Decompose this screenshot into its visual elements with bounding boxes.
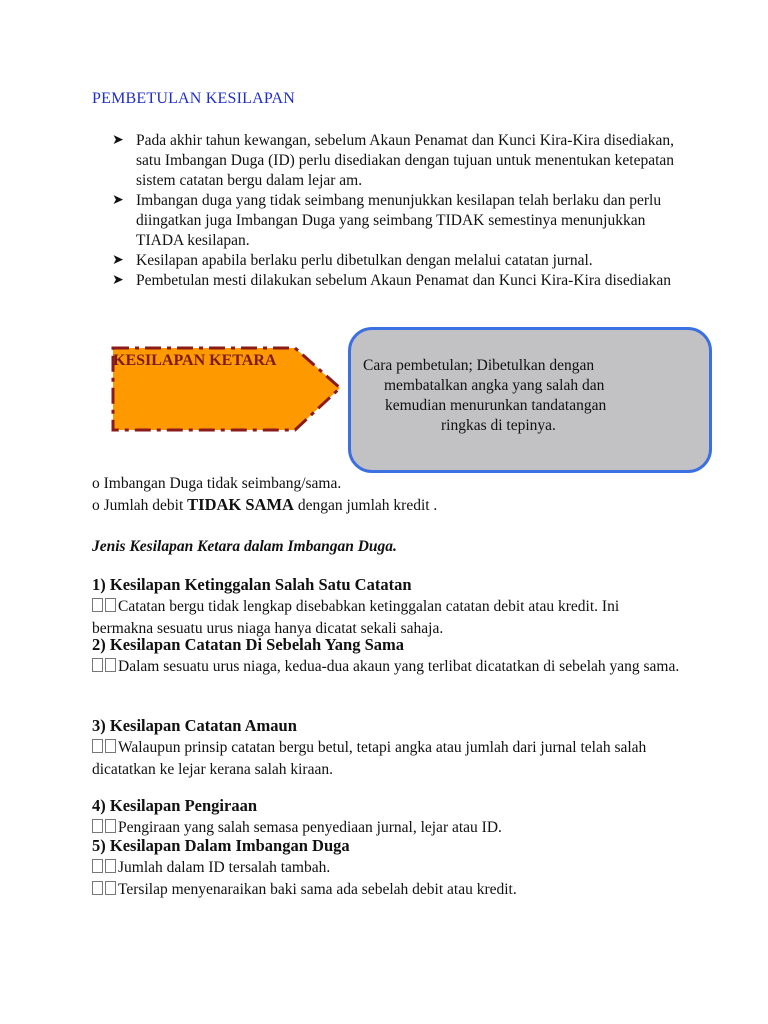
error-item <box>92 795 682 839</box>
bullet-item <box>112 271 692 291</box>
error-description <box>92 879 682 901</box>
bullet-text: Pada akhir tahun kewangan, sebelum Akaun Penamat dan Kunci Kira-Kira disediakan, satu Imbangan Duga (ID) perlu disediakan dengan tujuan untuk menentukan ketepatan sistem catatan bergu dalam lejar am. <box>136 132 675 189</box>
error-item <box>92 574 682 640</box>
error-item <box>92 715 682 781</box>
error-text: Jumlah dalam ID tersalah tambah. <box>118 859 331 876</box>
error-heading: 5) Kesilapan Dalam Imbangan Duga <box>92 836 350 855</box>
summary-prefix: o Jumlah debit <box>92 497 188 514</box>
note-line: ringkas di tepinya. <box>441 417 556 434</box>
error-heading: 3) Kesilapan Catatan Amaun <box>92 716 297 735</box>
page-title: PEMBETULAN KESILAPAN <box>92 90 295 107</box>
checkbox-glyph-icon <box>105 859 116 873</box>
error-item <box>92 835 682 901</box>
error-heading: 1) Kesilapan Ketinggalan Salah Satu Catatan <box>92 575 412 594</box>
note-line: membatalkan angka yang salah dan <box>384 377 605 394</box>
arrow-bullet-icon: ➤ <box>112 253 124 268</box>
bullet-text: Imbangan duga yang tidak seimbang menunjukkan kesilapan telah berlaku dan perlu diingatkan juga Imbangan Duga yang seimbang TIDAK semestinya menunjukkan TIADA kesilapan. <box>136 192 662 249</box>
checkbox-glyph-icon <box>105 598 116 612</box>
summary-line <box>92 495 437 516</box>
arrow-bullet-icon: ➤ <box>112 133 124 148</box>
bullet-text: Pembetulan mesti dilakukan sebelum Akaun Penamat dan Kunci Kira-Kira disediakan <box>136 272 672 289</box>
arrow-label: KESILAPAN KETARA <box>113 352 277 369</box>
note-line: Cara pembetulan; Dibetulkan dengan <box>363 357 595 374</box>
bullet-text: Kesilapan apabila berlaku perlu dibetulkan dengan melalui catatan jurnal. <box>136 252 593 269</box>
error-text: Walaupun prinsip catatan bergu betul, tetapi angka atau jumlah dari jurnal telah salah dicatatkan ke lejar kerana salah kiraan. <box>92 739 647 778</box>
bullet-item <box>112 251 692 271</box>
error-text: Dalam sesuatu urus niaga, kedua-dua akaun yang terlibat dicatatkan di sebelah yang sama. <box>118 658 680 675</box>
checkbox-glyph-icon <box>92 819 103 833</box>
error-description <box>92 857 682 879</box>
summary-line: o Imbangan Duga tidak seimbang/sama. <box>92 475 342 492</box>
error-text: Catatan bergu tidak lengkap disebabkan ketinggalan catatan debit atau kredit. Ini bermakna sesuatu urus niaga hanya dicatat sekali sahaja. <box>92 598 620 637</box>
bullet-item <box>112 191 692 251</box>
error-text: Pengiraan yang salah semasa penyediaan jurnal, lejar atau ID. <box>118 819 502 836</box>
checkbox-glyph-icon <box>105 819 116 833</box>
checkbox-glyph-icon <box>105 881 116 895</box>
error-description <box>92 737 682 781</box>
arrow-bullet-icon: ➤ <box>112 273 124 288</box>
note-box <box>348 327 712 473</box>
checkbox-glyph-icon <box>92 881 103 895</box>
bullet-item <box>112 131 692 191</box>
checkbox-glyph-icon <box>92 658 103 672</box>
arrow-bullet-icon: ➤ <box>112 193 124 208</box>
checkbox-glyph-icon <box>92 739 103 753</box>
summary-emphasis: TIDAK SAMA <box>187 495 294 514</box>
error-text: Tersilap menyenaraikan baki sama ada sebelah debit atau kredit. <box>118 881 517 898</box>
note-line: kemudian menurunkan tandatangan <box>385 397 607 414</box>
checkbox-glyph-icon <box>92 859 103 873</box>
error-item <box>92 634 682 678</box>
error-heading: 2) Kesilapan Catatan Di Sebelah Yang Sama <box>92 635 405 654</box>
section-title: Jenis Kesilapan Ketara dalam Imbangan Duga. <box>92 538 397 555</box>
checkbox-glyph-icon <box>105 739 116 753</box>
checkbox-glyph-icon <box>105 658 116 672</box>
error-description <box>92 656 682 678</box>
bullet-list <box>112 131 692 291</box>
summary-suffix: dengan jumlah kredit . <box>293 497 438 514</box>
checkbox-glyph-icon <box>92 598 103 612</box>
error-heading: 4) Kesilapan Pengiraan <box>92 796 258 815</box>
